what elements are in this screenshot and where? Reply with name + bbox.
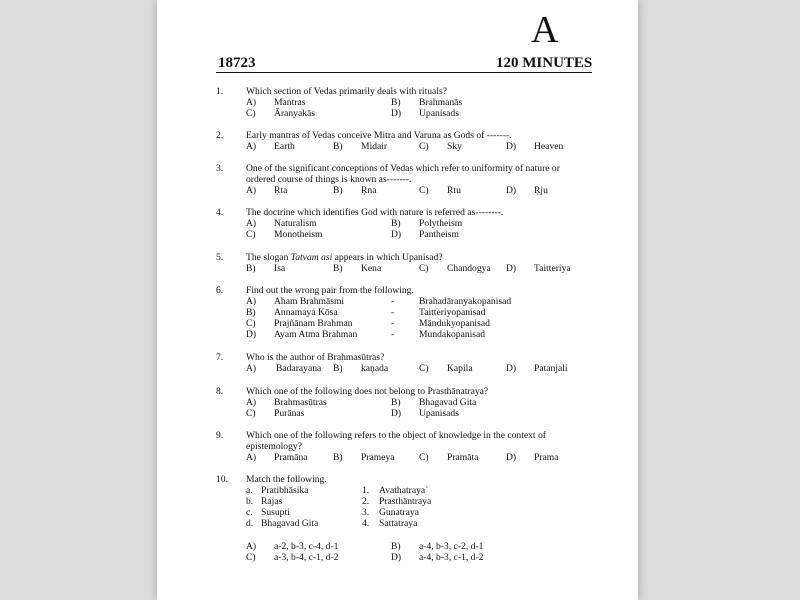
pair-dash: - <box>391 329 395 340</box>
question-text: Who is the author of Brahmasūtras? <box>246 352 385 363</box>
match-right-text: Avathatraya` <box>379 485 429 496</box>
option-letter: B) <box>391 397 401 408</box>
option-letter: D) <box>506 452 517 463</box>
pair-row <box>157 329 638 340</box>
option-letter: A) <box>246 296 257 307</box>
question-number: 8. <box>216 386 224 397</box>
option-text: Ṛju <box>534 185 548 196</box>
option-row <box>157 363 638 374</box>
paper-code: 18723 <box>218 55 256 71</box>
option-text: a-3, b-4, c-1, d-2 <box>274 552 339 563</box>
pair-dash: - <box>391 307 395 318</box>
option-letter: D) <box>506 141 517 152</box>
question-number: 7. <box>216 352 224 363</box>
option-letter: B) <box>246 263 256 274</box>
option-letter: C) <box>419 185 429 196</box>
option-letter: D) <box>391 229 402 240</box>
match-right-text: Gunatraya <box>379 507 419 518</box>
pair-dash: - <box>391 318 395 329</box>
option-letter: D) <box>506 263 517 274</box>
option-text: Badarayana <box>276 363 322 374</box>
question-number: 3. <box>216 163 224 174</box>
option-letter: D) <box>506 185 517 196</box>
option-letter: C) <box>419 141 429 152</box>
option-row <box>157 408 638 419</box>
question-number: 4. <box>216 207 224 218</box>
question-text-line-1: One of the significant conceptions of Vedas which refer to uniformity of nature or <box>246 163 560 174</box>
question-text-line-2: epistemology? <box>246 441 302 452</box>
pair-row <box>157 307 638 318</box>
match-row <box>157 518 638 529</box>
option-text: Brahmanās <box>419 97 463 108</box>
option-text: Polytheism <box>419 218 463 229</box>
option-letter: B) <box>333 185 343 196</box>
option-text: Bhagavad Gita <box>419 397 477 408</box>
option-letter: C) <box>246 229 256 240</box>
question-text: Find out the wrong pair from the following. <box>246 285 414 296</box>
option-row <box>157 397 638 408</box>
option-text: Isa <box>274 263 286 274</box>
option-letter: A) <box>246 218 257 229</box>
option-letter: D) <box>391 108 402 119</box>
option-row <box>157 452 638 463</box>
match-row <box>157 507 638 518</box>
option-letter: B) <box>333 263 343 274</box>
question-text-line-2: ordered course of things is known as-------. <box>246 174 412 185</box>
question-text-post: appears in which Upanisad? <box>332 252 443 263</box>
option-letter: D) <box>246 329 257 340</box>
option-text: Purānas <box>274 408 305 419</box>
match-right-text: Sattatraya <box>379 518 418 529</box>
series-letter: A <box>531 9 559 51</box>
option-text: Kena <box>361 263 382 274</box>
question-text: The doctrine which identifies God with nature is referred as--------. <box>246 207 504 218</box>
option-row <box>157 141 638 152</box>
question-text: Which section of Vedas primarily deals with rituals? <box>246 86 447 97</box>
option-text: Earth <box>274 141 295 152</box>
option-text: Chandogya <box>447 263 491 274</box>
pair-left: Annamaya Kōsa <box>274 307 338 318</box>
match-row <box>157 496 638 507</box>
option-letter: B) <box>333 452 343 463</box>
option-text: Kapila <box>447 363 473 374</box>
option-row <box>157 263 638 274</box>
option-letter: B) <box>246 307 256 318</box>
option-text: Pramāta <box>447 452 479 463</box>
pair-row <box>157 296 638 307</box>
option-text: Sky <box>447 141 462 152</box>
option-letter: C) <box>246 408 256 419</box>
match-left-text: Susupti <box>261 507 290 518</box>
pair-left: Prajñānam Brahman <box>274 318 353 329</box>
question-text-line-1: Which one of the following refers to the object of knowledge in the context of <box>246 430 546 441</box>
option-text: Prama <box>534 452 559 463</box>
question-number: 9. <box>216 430 224 441</box>
option-letter: B) <box>333 141 343 152</box>
option-text: Ṛtu <box>447 185 461 196</box>
option-text: Heaven <box>534 141 564 152</box>
option-text: Mantras <box>274 97 306 108</box>
option-letter: B) <box>391 218 401 229</box>
option-text: Upanisads <box>419 408 459 419</box>
option-row <box>157 218 638 229</box>
pair-right: Māndukyopanisad <box>419 318 490 329</box>
pair-row <box>157 318 638 329</box>
question-text: Match the following. <box>246 474 327 485</box>
option-text: a-4, b-3, c-2, d-1 <box>419 541 484 552</box>
option-text: Prameya <box>361 452 395 463</box>
option-text: Ṛta <box>274 185 288 196</box>
option-row <box>157 229 638 240</box>
option-letter: D) <box>391 408 402 419</box>
match-left-text: Bhagavad Gita <box>261 518 319 529</box>
question-text-pre: The slogan <box>246 252 291 263</box>
match-left-text: Pratibhāsika <box>261 485 309 496</box>
exam-page <box>157 0 638 600</box>
pair-right: Taitteriyopanisad <box>419 307 486 318</box>
match-left-text: Rajas <box>261 496 283 507</box>
match-right-number: 2. <box>362 496 370 507</box>
option-row <box>157 541 638 552</box>
pair-left: Aham Brahmāsmi <box>274 296 345 307</box>
option-letter: B) <box>391 541 401 552</box>
question-text <box>246 252 586 263</box>
option-letter: A) <box>246 363 257 374</box>
option-letter: A) <box>246 185 257 196</box>
pair-dash: - <box>391 296 395 307</box>
question-number: 6. <box>216 285 224 296</box>
option-text: Taitteriya <box>534 263 571 274</box>
option-text: Midair <box>361 141 388 152</box>
option-row <box>157 552 638 563</box>
question-number: 10. <box>216 474 228 485</box>
option-text: Ṛna <box>361 185 377 196</box>
option-row <box>157 108 638 119</box>
question-number: 1. <box>216 86 224 97</box>
option-text: Brahmasūtras <box>274 397 327 408</box>
question-text-emphasis: Tatvam asi <box>290 252 333 263</box>
option-letter: C) <box>419 363 429 374</box>
option-letter: C) <box>246 552 256 563</box>
option-letter: D) <box>506 363 517 374</box>
match-right-number: 1. <box>362 485 370 496</box>
option-letter: A) <box>246 397 257 408</box>
option-row <box>157 185 638 196</box>
option-letter: A) <box>246 541 257 552</box>
option-text: a-2, b-3, c-4, d-1 <box>274 541 339 552</box>
option-letter: B) <box>333 363 343 374</box>
option-row <box>157 97 638 108</box>
option-letter: C) <box>246 108 256 119</box>
question-text: Early mantras of Vedas conceive Mitra and Varuna as Gods of -------. <box>246 130 512 141</box>
option-letter: A) <box>246 141 257 152</box>
match-right-number: 4. <box>362 518 370 529</box>
question-number: 2. <box>216 130 224 141</box>
option-text: Upanisads <box>419 108 459 119</box>
option-text: kaṇada <box>361 363 389 374</box>
option-text: Patanjali <box>534 363 568 374</box>
option-text: Monotheism <box>274 229 323 240</box>
pair-right: Brahadāranyakopanisad <box>419 296 512 307</box>
option-letter: A) <box>246 452 257 463</box>
pair-right: Mundakopanisad <box>419 329 486 340</box>
option-text: a-4, b-3, c-1, d-2 <box>419 552 484 563</box>
option-letter: C) <box>419 263 429 274</box>
match-left-letter: d. <box>246 518 254 529</box>
option-letter: D) <box>391 552 402 563</box>
option-text: Pramāna <box>274 452 308 463</box>
option-letter: A) <box>246 97 257 108</box>
option-text: Pantheism <box>419 229 459 240</box>
match-left-letter: a. <box>246 485 253 496</box>
question-number: 5. <box>216 252 224 263</box>
question-text: Which one of the following does not belong to Prasthānatraya? <box>246 386 489 397</box>
match-right-text: Prasthāntraya <box>379 496 432 507</box>
match-row <box>157 485 638 496</box>
header-rule <box>216 72 592 73</box>
match-left-letter: c. <box>246 507 253 518</box>
pair-left: Ayam Atma Brahman <box>274 329 358 340</box>
option-text: Āranyakās <box>274 108 316 119</box>
option-text: Naturalism <box>274 218 317 229</box>
option-letter: B) <box>391 97 401 108</box>
option-letter: C) <box>419 452 429 463</box>
duration: 120 MINUTES <box>496 55 593 71</box>
match-left-letter: b. <box>246 496 254 507</box>
match-right-number: 3. <box>362 507 370 518</box>
option-letter: C) <box>246 318 256 329</box>
